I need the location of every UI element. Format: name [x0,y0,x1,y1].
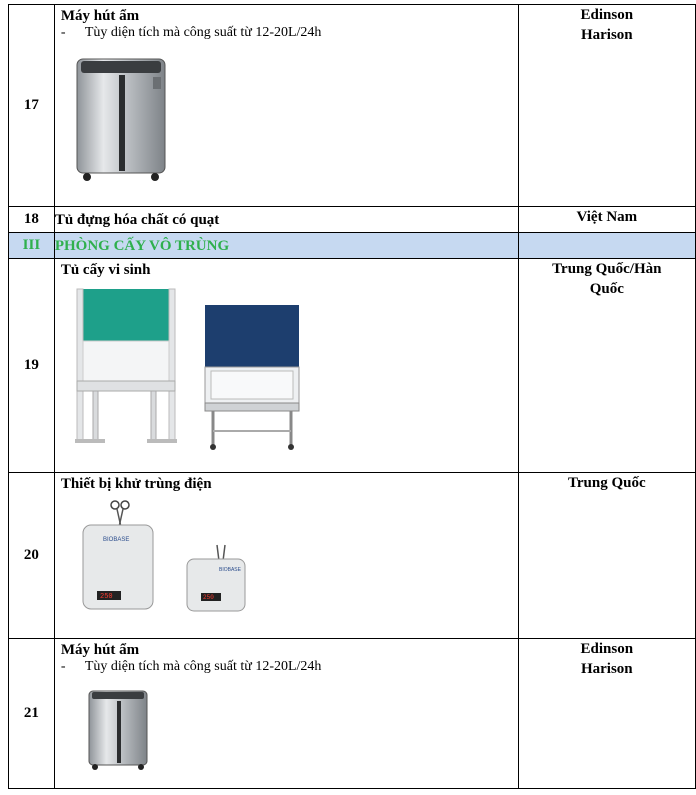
sterilizer-image [75,497,518,615]
table-row [9,639,696,789]
item-title: Máy hút ẩm [60,8,140,24]
item-origin: Việt Nam [518,207,695,233]
item-origin: Edinson Harison [518,639,695,789]
item-title: Máy hút ẩm [60,642,140,658]
table-row [9,473,696,639]
item-cell [54,473,518,639]
table-row [9,5,696,207]
section-header-row [9,233,696,259]
row-number: 17 [9,5,55,207]
svg-text:250: 250 [99,593,113,601]
item-origin: Trung Quốc [518,473,695,639]
item-origin: Trung Quốc/Hàn Quốc [518,259,695,473]
svg-text:BIOBASE: BIOBASE [102,537,130,543]
item-cell [54,639,518,789]
row-number: 20 [9,473,55,639]
equipment-table [8,4,696,789]
section-title: PHÒNG CẤY VÔ TRÙNG [54,233,518,259]
svg-text:250: 250 [202,594,214,601]
row-number: 19 [9,259,55,473]
svg-text:BIOBASE: BIOBASE [218,567,241,573]
dehumidifier-image [83,687,518,771]
item-title: Thiết bị khử trùng điện [60,476,212,492]
item-title: Tủ cấy vi sinh [60,262,151,278]
item-description: - Tùy diện tích mà công suất từ 12-20L/24h [60,25,322,40]
item-description: - Tùy diện tích mà công suất từ 12-20L/24h [60,659,322,674]
table-row [9,259,696,473]
item-title: Tủ đựng hóa chất có quạt [54,207,518,233]
item-cell [54,259,518,473]
table-row [9,207,696,233]
dehumidifier-image [67,53,518,183]
item-origin: Edinson Harison [518,5,695,207]
row-number: 21 [9,639,55,789]
row-number: 18 [9,207,55,233]
section-number: III [9,233,55,259]
item-cell [54,5,518,207]
laminar-flow-hood-image [65,285,518,455]
